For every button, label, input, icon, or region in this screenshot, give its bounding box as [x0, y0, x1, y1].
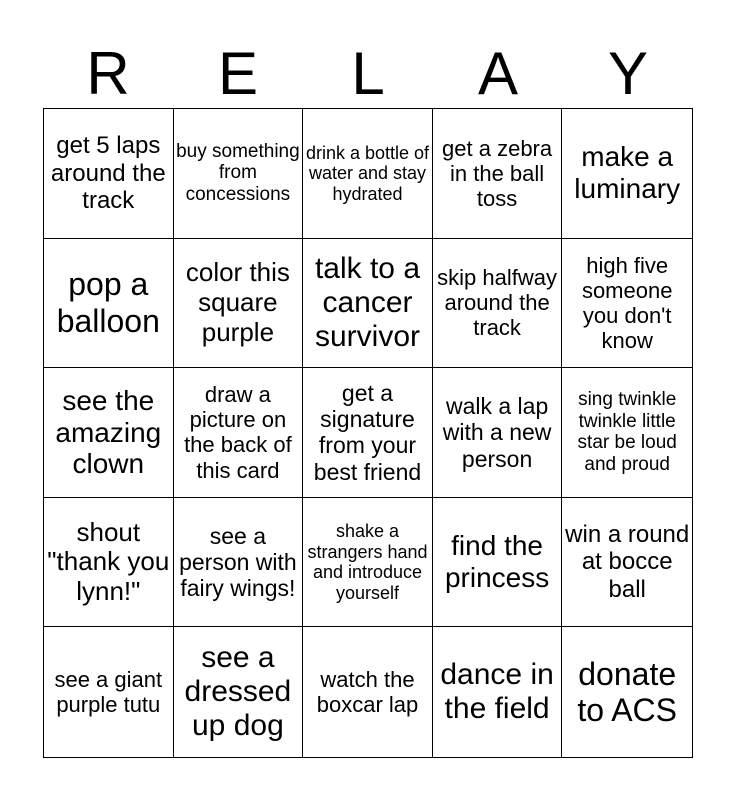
- bingo-cell[interactable]: draw a picture on the back of this card: [174, 368, 304, 498]
- bingo-cell[interactable]: see a giant purple tutu: [44, 627, 174, 757]
- bingo-board: [43, 108, 693, 758]
- bingo-cell[interactable]: shake a strangers hand and introduce yourself: [303, 498, 433, 628]
- bingo-cell[interactable]: talk to a cancer survivor: [303, 239, 433, 369]
- bingo-cell[interactable]: skip halfway around the track: [433, 239, 563, 369]
- bingo-cell[interactable]: watch the boxcar lap: [303, 627, 433, 757]
- bingo-cell[interactable]: see a dressed up dog: [174, 627, 304, 757]
- bingo-cell[interactable]: shout "thank you lynn!": [44, 498, 174, 628]
- bingo-cell[interactable]: win a round at bocce ball: [562, 498, 692, 628]
- bingo-cell[interactable]: sing twinkle twinkle little star be loud and proud: [562, 368, 692, 498]
- bingo-cell[interactable]: buy something from concessions: [174, 109, 304, 239]
- bingo-cell[interactable]: dance in the field: [433, 627, 563, 757]
- header-letter-l: L: [351, 40, 385, 107]
- bingo-header: [43, 40, 693, 108]
- bingo-cell[interactable]: donate to ACS: [577, 655, 677, 729]
- bingo-cell[interactable]: find the princess: [433, 498, 563, 628]
- bingo-cell[interactable]: get a signature from your best friend: [303, 368, 433, 498]
- bingo-cell[interactable]: color this square purple: [174, 239, 304, 369]
- header-letter-y: Y: [607, 40, 649, 107]
- header-letter-a: A: [477, 40, 519, 107]
- bingo-cell[interactable]: drink a bottle of water and stay hydrated: [303, 109, 433, 239]
- bingo-cell[interactable]: see the amazing clown: [44, 368, 174, 498]
- bingo-cell[interactable]: high five someone you don't know: [562, 239, 692, 369]
- header-letter-e: E: [217, 40, 259, 107]
- header-letter-r: R: [86, 40, 130, 107]
- bingo-cell[interactable]: see a person with fairy wings!: [174, 498, 304, 628]
- bingo-cell[interactable]: make a luminary: [562, 109, 692, 239]
- bingo-cell[interactable]: walk a lap with a new person: [433, 368, 563, 498]
- bingo-cell[interactable]: get a zebra in the ball toss: [433, 109, 563, 239]
- bingo-cell[interactable]: get 5 laps around the track: [44, 109, 174, 239]
- bingo-cell[interactable]: pop a balloon: [44, 239, 174, 369]
